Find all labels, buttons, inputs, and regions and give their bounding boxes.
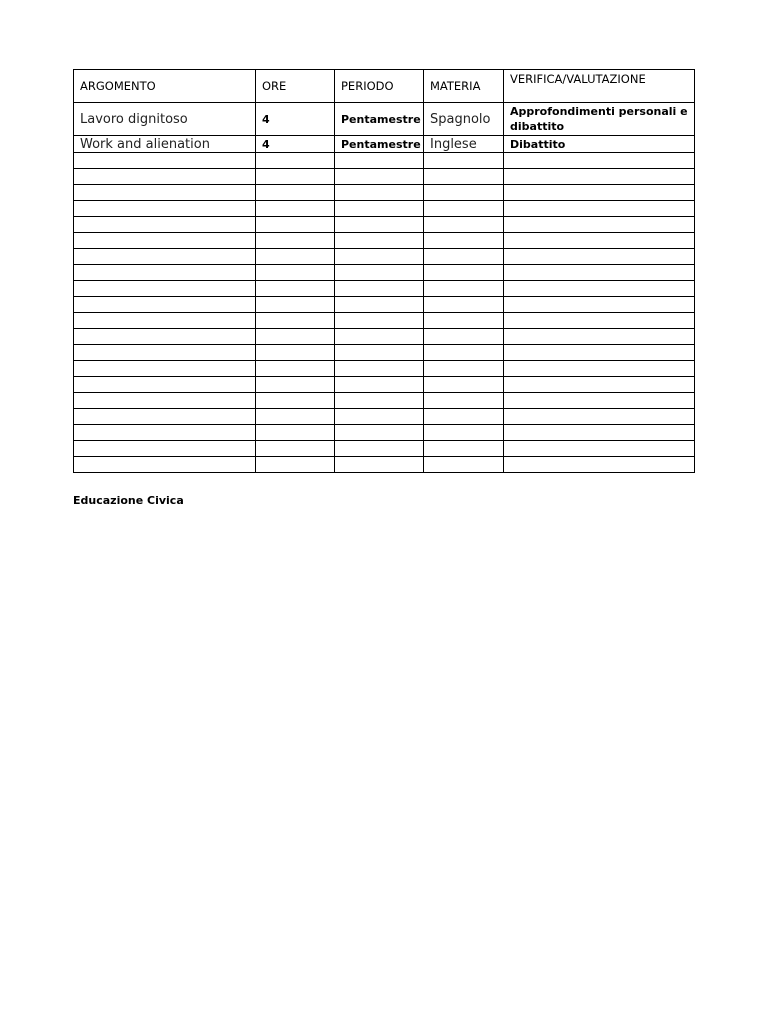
header-periodo: PERIODO <box>335 70 424 103</box>
empty-table-row <box>74 233 695 249</box>
empty-cell <box>74 377 256 393</box>
cell-materia: Spagnolo <box>424 103 504 136</box>
empty-cell <box>256 153 335 169</box>
empty-cell <box>424 265 504 281</box>
empty-cell <box>256 441 335 457</box>
table-row <box>74 136 695 153</box>
empty-cell <box>74 217 256 233</box>
cell-argomento: Work and alienation <box>74 136 256 153</box>
empty-cell <box>256 361 335 377</box>
empty-cell <box>256 377 335 393</box>
empty-table-row <box>74 425 695 441</box>
cell-ore: 4 <box>256 103 335 136</box>
empty-cell <box>74 249 256 265</box>
empty-table-row <box>74 393 695 409</box>
empty-cell <box>335 457 424 473</box>
empty-cell <box>504 217 695 233</box>
empty-cell <box>256 201 335 217</box>
empty-cell <box>256 249 335 265</box>
empty-cell <box>74 281 256 297</box>
empty-cell <box>504 425 695 441</box>
empty-cell <box>74 393 256 409</box>
empty-cell <box>74 329 256 345</box>
empty-cell <box>504 441 695 457</box>
empty-table-row <box>74 297 695 313</box>
empty-cell <box>74 361 256 377</box>
empty-cell <box>256 185 335 201</box>
empty-cell <box>335 345 424 361</box>
empty-cell <box>74 201 256 217</box>
empty-table-row <box>74 313 695 329</box>
empty-table-row <box>74 201 695 217</box>
empty-cell <box>424 313 504 329</box>
empty-cell <box>504 201 695 217</box>
empty-cell <box>335 393 424 409</box>
empty-cell <box>504 265 695 281</box>
empty-cell <box>504 409 695 425</box>
header-materia: MATERIA <box>424 70 504 103</box>
empty-table-row <box>74 377 695 393</box>
empty-table-row <box>74 409 695 425</box>
empty-cell <box>424 297 504 313</box>
empty-cell <box>256 169 335 185</box>
empty-table-row <box>74 249 695 265</box>
empty-table-row <box>74 361 695 377</box>
table-header-row <box>74 70 695 103</box>
empty-cell <box>424 345 504 361</box>
empty-cell <box>504 329 695 345</box>
empty-cell <box>74 457 256 473</box>
table-caption: Educazione Civica <box>73 494 184 507</box>
empty-cell <box>424 217 504 233</box>
empty-cell <box>74 441 256 457</box>
empty-cell <box>74 409 256 425</box>
cell-periodo: Pentamestre <box>335 136 424 153</box>
civic-education-table <box>73 69 695 473</box>
empty-cell <box>256 457 335 473</box>
empty-cell <box>504 233 695 249</box>
empty-cell <box>424 153 504 169</box>
empty-cell <box>424 377 504 393</box>
empty-cell <box>504 153 695 169</box>
empty-cell <box>74 345 256 361</box>
header-verifica: VERIFICA/VALUTAZIONE <box>504 70 695 103</box>
cell-verifica: Approfondimenti personali e dibattito <box>504 103 695 136</box>
empty-cell <box>504 313 695 329</box>
empty-cell <box>424 361 504 377</box>
empty-cell <box>335 377 424 393</box>
empty-cell <box>74 233 256 249</box>
cell-ore: 4 <box>256 136 335 153</box>
empty-cell <box>74 313 256 329</box>
empty-cell <box>256 393 335 409</box>
empty-cell <box>335 201 424 217</box>
empty-cell <box>256 217 335 233</box>
empty-cell <box>424 201 504 217</box>
empty-cell <box>335 441 424 457</box>
empty-cell <box>424 185 504 201</box>
empty-cell <box>335 329 424 345</box>
empty-table-row <box>74 329 695 345</box>
header-argomento: ARGOMENTO <box>74 70 256 103</box>
empty-cell <box>424 441 504 457</box>
empty-cell <box>424 281 504 297</box>
empty-cell <box>74 169 256 185</box>
empty-cell <box>256 409 335 425</box>
empty-cell <box>504 169 695 185</box>
empty-table-row <box>74 457 695 473</box>
empty-cell <box>424 249 504 265</box>
empty-cell <box>335 409 424 425</box>
empty-cell <box>335 233 424 249</box>
empty-cell <box>335 217 424 233</box>
empty-table-row <box>74 265 695 281</box>
empty-cell <box>504 297 695 313</box>
empty-cell <box>256 265 335 281</box>
empty-cell <box>504 377 695 393</box>
empty-cell <box>335 265 424 281</box>
header-ore: ORE <box>256 70 335 103</box>
empty-cell <box>74 185 256 201</box>
empty-cell <box>335 361 424 377</box>
empty-table-row <box>74 281 695 297</box>
empty-cell <box>74 297 256 313</box>
empty-table-row <box>74 185 695 201</box>
empty-cell <box>504 249 695 265</box>
empty-cell <box>256 313 335 329</box>
cell-periodo: Pentamestre <box>335 103 424 136</box>
empty-cell <box>335 425 424 441</box>
empty-table-row <box>74 153 695 169</box>
empty-cell <box>504 361 695 377</box>
empty-cell <box>335 153 424 169</box>
cell-materia: Inglese <box>424 136 504 153</box>
empty-table-row <box>74 217 695 233</box>
empty-rows <box>74 153 695 473</box>
empty-cell <box>256 345 335 361</box>
empty-cell <box>335 281 424 297</box>
empty-cell <box>335 169 424 185</box>
empty-cell <box>504 345 695 361</box>
empty-cell <box>256 425 335 441</box>
empty-cell <box>424 409 504 425</box>
empty-cell <box>424 393 504 409</box>
cell-verifica: Dibattito <box>504 136 695 153</box>
empty-cell <box>256 233 335 249</box>
empty-cell <box>335 249 424 265</box>
empty-cell <box>424 233 504 249</box>
empty-cell <box>504 457 695 473</box>
empty-cell <box>504 393 695 409</box>
empty-cell <box>504 281 695 297</box>
empty-cell <box>74 425 256 441</box>
empty-cell <box>256 329 335 345</box>
empty-cell <box>424 425 504 441</box>
empty-table-row <box>74 441 695 457</box>
empty-cell <box>74 265 256 281</box>
empty-cell <box>256 281 335 297</box>
empty-cell <box>424 169 504 185</box>
table-row <box>74 103 695 136</box>
empty-cell <box>424 457 504 473</box>
empty-cell <box>424 329 504 345</box>
empty-cell <box>335 313 424 329</box>
empty-cell <box>335 297 424 313</box>
empty-cell <box>504 185 695 201</box>
empty-cell <box>335 185 424 201</box>
empty-cell <box>256 297 335 313</box>
cell-argomento: Lavoro dignitoso <box>74 103 256 136</box>
empty-table-row <box>74 345 695 361</box>
empty-table-row <box>74 169 695 185</box>
empty-cell <box>74 153 256 169</box>
